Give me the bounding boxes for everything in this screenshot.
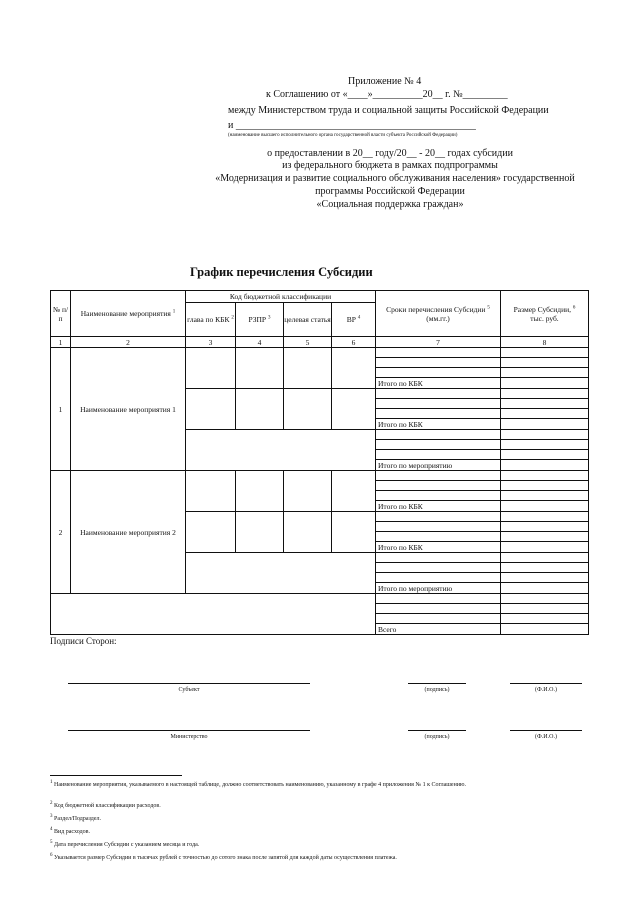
- between-line: между Министерством труда и социальной защиты Российской Федерации: [228, 105, 549, 116]
- col-number: 4: [236, 337, 284, 348]
- cell-empty: [501, 430, 589, 440]
- cell-empty: [332, 471, 376, 512]
- ministry-label: Министерство: [170, 734, 208, 740]
- cell-empty: [501, 542, 589, 553]
- cell-empty: [501, 409, 589, 419]
- cell-empty: [501, 594, 589, 604]
- cell-empty: [376, 430, 501, 440]
- cell-empty: [501, 614, 589, 624]
- cell-empty: [501, 563, 589, 573]
- cell-empty: [236, 471, 284, 512]
- cell-empty: [376, 573, 501, 583]
- event-name: Наименование мероприятия 2: [71, 471, 186, 594]
- ministry-signature-field: [408, 730, 466, 731]
- cell-empty: [501, 604, 589, 614]
- subject-signature-field: [408, 683, 466, 684]
- provision-line-5: «Социальная поддержка граждан»: [316, 199, 464, 210]
- cell-empty: [186, 471, 236, 512]
- col-number: 1: [51, 337, 71, 348]
- ministry-fio-label: (Ф.И.О.): [535, 734, 557, 740]
- ministry-signature-label: (подпись): [424, 734, 450, 740]
- footnote: $^5$ Дата перечисления Субсидии с указанием месяца и года.: [50, 840, 200, 848]
- header-kbk: Код бюджетной классификации: [186, 291, 376, 303]
- col-number: 5: [284, 337, 332, 348]
- cell-empty: [501, 348, 589, 358]
- grand-total-label: Всего: [376, 624, 501, 635]
- cell-empty: [376, 512, 501, 522]
- footnote: $^4$ Вид расходов.: [50, 827, 90, 835]
- cell-empty: [284, 471, 332, 512]
- ministry-fio-field: [510, 730, 582, 731]
- cell-empty: [284, 512, 332, 553]
- subject-signature-label: (подпись): [424, 687, 450, 693]
- organ-note: (наименование высшего исполнительного органа государственной власти субъекта Российской Федерации): [228, 133, 458, 138]
- cell-empty: [236, 512, 284, 553]
- cell-empty: [284, 389, 332, 430]
- and-line: и ________________________________________________: [228, 120, 476, 131]
- column-numbers-row: [51, 337, 589, 348]
- provision-line-2: из федерального бюджета в рамках подпрограммы: [282, 160, 498, 171]
- header-glava: глава по КБК $^2$: [186, 303, 236, 337]
- footnote: $^6$ Указывается размер Субсидии в тысячах рублей с точностью до сотого знака после запятой для каждой даты осуществления платежа.: [50, 853, 397, 861]
- subject-signature-line: [68, 683, 310, 684]
- cell-empty: [501, 389, 589, 399]
- cell-empty: [376, 440, 501, 450]
- header-target: целевая статья: [284, 303, 332, 337]
- cell-empty: [376, 389, 501, 399]
- cell-empty: [376, 594, 501, 604]
- cell-empty: [376, 563, 501, 573]
- cell-empty: [186, 348, 236, 389]
- cell-empty: [501, 553, 589, 563]
- header-name: Наименование мероприятия $^1$: [71, 291, 186, 337]
- total-kbk-label: Итого по КБК: [376, 501, 501, 512]
- cell-empty: [186, 553, 376, 594]
- cell-empty: [501, 481, 589, 491]
- schedule-title: График перечисления Субсидии: [190, 265, 373, 279]
- cell-empty: [376, 553, 501, 563]
- appendix-number: Приложение № 4: [348, 76, 422, 87]
- col-number: 3: [186, 337, 236, 348]
- cell-empty: [501, 491, 589, 501]
- total-kbk-label: Итого по КБК: [376, 542, 501, 553]
- total-event-label: Итого по мероприятию: [376, 460, 501, 471]
- cell-empty: [332, 389, 376, 430]
- subject-fio-label: (Ф.И.О.): [535, 687, 557, 693]
- cell-empty: [501, 583, 589, 594]
- cell-empty: [376, 348, 501, 358]
- cell-empty: [376, 358, 501, 368]
- cell-empty: [501, 624, 589, 635]
- cell-empty: [186, 512, 236, 553]
- cell-empty: [501, 501, 589, 512]
- cell-empty: [186, 430, 376, 471]
- cell-empty: [501, 532, 589, 542]
- cell-empty: [501, 419, 589, 430]
- subject-fio-field: [510, 683, 582, 684]
- cell-empty: [284, 348, 332, 389]
- cell-empty: [376, 614, 501, 624]
- cell-empty: [376, 604, 501, 614]
- header-amount: Размер Субсидии, $^6$ тыс. руб.: [501, 291, 589, 337]
- cell-empty: [236, 389, 284, 430]
- cell-empty: [501, 512, 589, 522]
- cell-empty: [332, 512, 376, 553]
- subject-label: Субъект: [178, 687, 200, 693]
- provision-line-1: о предоставлении в 20__ году/20__ - 20__ годах субсидии: [267, 148, 513, 159]
- col-number: 2: [71, 337, 186, 348]
- header-num: № п/п: [51, 291, 71, 337]
- provision-line-4: программы Российской Федерации: [315, 186, 465, 197]
- cell-empty: [376, 409, 501, 419]
- cell-empty: [376, 368, 501, 378]
- cell-empty: [501, 450, 589, 460]
- event-name: Наименование мероприятия 1: [71, 348, 186, 471]
- col-number: 6: [332, 337, 376, 348]
- cell-empty: [376, 491, 501, 501]
- event-num: 1: [51, 348, 71, 471]
- cell-empty: [501, 378, 589, 389]
- total-kbk-label: Итого по КБК: [376, 419, 501, 430]
- ministry-signature-line: [68, 730, 310, 731]
- cell-empty: [51, 594, 376, 635]
- cell-empty: [376, 532, 501, 542]
- provision-line-3: «Модернизация и развитие социального обслуживания населения» государственной: [215, 173, 575, 184]
- footnote-separator: [50, 775, 182, 776]
- cell-empty: [332, 348, 376, 389]
- cell-empty: [501, 460, 589, 471]
- col-number: 7: [376, 337, 501, 348]
- schedule-table: [50, 290, 589, 635]
- footnote: $^3$ Раздел/Подраздел.: [50, 814, 101, 822]
- header-rzpr: РЗПР $^3$: [236, 303, 284, 337]
- cell-empty: [501, 358, 589, 368]
- signatures-heading: Подписи Сторон:: [50, 636, 117, 646]
- cell-empty: [501, 573, 589, 583]
- cell-empty: [236, 348, 284, 389]
- cell-empty: [376, 450, 501, 460]
- cell-empty: [501, 440, 589, 450]
- cell-empty: [186, 389, 236, 430]
- cell-empty: [501, 471, 589, 481]
- cell-empty: [501, 522, 589, 532]
- col-number: 8: [501, 337, 589, 348]
- cell-empty: [376, 399, 501, 409]
- total-kbk-label: Итого по КБК: [376, 378, 501, 389]
- cell-empty: [501, 399, 589, 409]
- footnote: $^2$ Код бюджетной классификации расходов.: [50, 801, 161, 809]
- cell-empty: [376, 522, 501, 532]
- header-terms: Сроки перечисления Субсидии $^5$ (мм.гг.): [376, 291, 501, 337]
- event-num: 2: [51, 471, 71, 594]
- cell-empty: [376, 481, 501, 491]
- footnote: $^1$ Наименование мероприятия, указываемого в настоящей таблице, должно соответствовать наименованию, указанному в графе 4 приложения № 1 к Соглашению.: [50, 780, 466, 788]
- header-vr: ВР $^4$: [332, 303, 376, 337]
- total-event-label: Итого по мероприятию: [376, 583, 501, 594]
- agreement-line: к Соглашению от «____»__________20__ г. №_________: [266, 89, 508, 100]
- cell-empty: [501, 368, 589, 378]
- cell-empty: [376, 471, 501, 481]
